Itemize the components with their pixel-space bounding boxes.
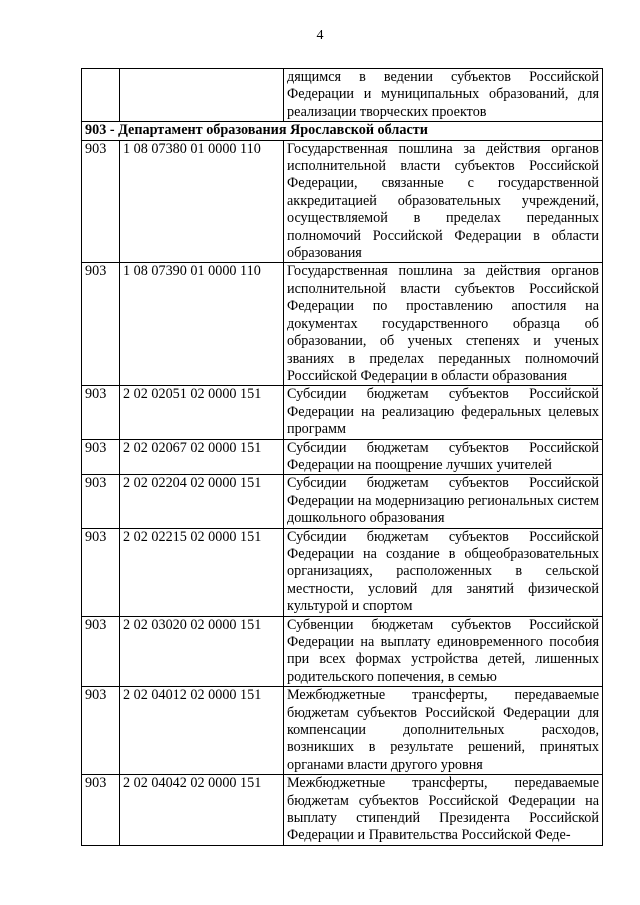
description-cell: Государственная пошлина за действия органов исполнительной власти субъектов Российской Федерации по проставлению апостиля на документах государственного образца об образовании, об ученых степенях и ученых званиях в пределах переданных полномочий Российской Федерации в области образования <box>284 263 603 386</box>
budget-code-cell: 2 02 03020 02 0000 151 <box>120 616 284 687</box>
table-row <box>82 687 603 775</box>
admin-code-cell: 903 <box>82 528 120 616</box>
admin-code-cell <box>82 69 120 122</box>
description-cell: Межбюджетные трансферты, передаваемые бюджетам субъектов Российской Федерации для компенсации дополнительных расходов, возникших в результате решений, принятых органами власти другого уровня <box>284 687 603 775</box>
admin-code-cell: 903 <box>82 386 120 439</box>
admin-code-cell: 903 <box>82 140 120 263</box>
budget-code-cell: 2 02 02215 02 0000 151 <box>120 528 284 616</box>
description-cell: дящимся в ведении субъектов Российской Федерации и муниципальных образований, для реализации творческих проектов <box>284 69 603 122</box>
table-row-continuation <box>82 69 603 122</box>
budget-code-cell <box>120 69 284 122</box>
table-row <box>82 439 603 475</box>
section-header-row <box>82 122 603 140</box>
admin-code-cell: 903 <box>82 687 120 775</box>
budget-code-cell: 2 02 02067 02 0000 151 <box>120 439 284 475</box>
budget-code-cell: 2 02 04042 02 0000 151 <box>120 775 284 846</box>
description-cell: Субсидии бюджетам субъектов Российской Федерации на модернизацию региональных систем дошкольного образования <box>284 475 603 528</box>
table-row <box>82 386 603 439</box>
budget-code-cell: 2 02 04012 02 0000 151 <box>120 687 284 775</box>
table-row <box>82 263 603 386</box>
table-row <box>82 528 603 616</box>
description-cell: Межбюджетные трансферты, передаваемые бюджетам субъектов Российской Федерации на выплату стипендий Президента Российской Федерации и Правительства Российской Феде- <box>284 775 603 846</box>
budget-code-cell: 2 02 02204 02 0000 151 <box>120 475 284 528</box>
admin-code-cell: 903 <box>82 616 120 687</box>
description-cell: Субвенции бюджетам субъектов Российской Федерации на выплату единовременного пособия при всех формах устройства детей, лишенных родительского попечения, в семью <box>284 616 603 687</box>
page-number: 4 <box>316 28 324 43</box>
table-row <box>82 140 603 263</box>
table-row <box>82 475 603 528</box>
revenue-codes-table <box>81 68 603 846</box>
admin-code-cell: 903 <box>82 263 120 386</box>
budget-code-cell: 2 02 02051 02 0000 151 <box>120 386 284 439</box>
admin-code-cell: 903 <box>82 775 120 846</box>
table-row <box>82 775 603 846</box>
section-title: 903 - Департамент образования Ярославской области <box>82 122 603 140</box>
description-cell: Субсидии бюджетам субъектов Российской Федерации на создание в общеобразовательных организациях, расположенных в сельской местности, условий для занятий физической культурой и спортом <box>284 528 603 616</box>
admin-code-cell: 903 <box>82 475 120 528</box>
budget-code-cell: 1 08 07390 01 0000 110 <box>120 263 284 386</box>
description-cell: Субсидии бюджетам субъектов Российской Федерации на реализацию федеральных целевых программ <box>284 386 603 439</box>
budget-code-cell: 1 08 07380 01 0000 110 <box>120 140 284 263</box>
table-row <box>82 616 603 687</box>
admin-code-cell: 903 <box>82 439 120 475</box>
description-cell: Государственная пошлина за действия органов исполнительной власти субъектов Российской Федерации, связанные с государственной аккредитацией образовательных учреждений, осуществляемой в пределах переданных полномочий Российской Федерации в области образования <box>284 140 603 263</box>
description-cell: Субсидии бюджетам субъектов Российской Федерации на поощрение лучших учителей <box>284 439 603 475</box>
